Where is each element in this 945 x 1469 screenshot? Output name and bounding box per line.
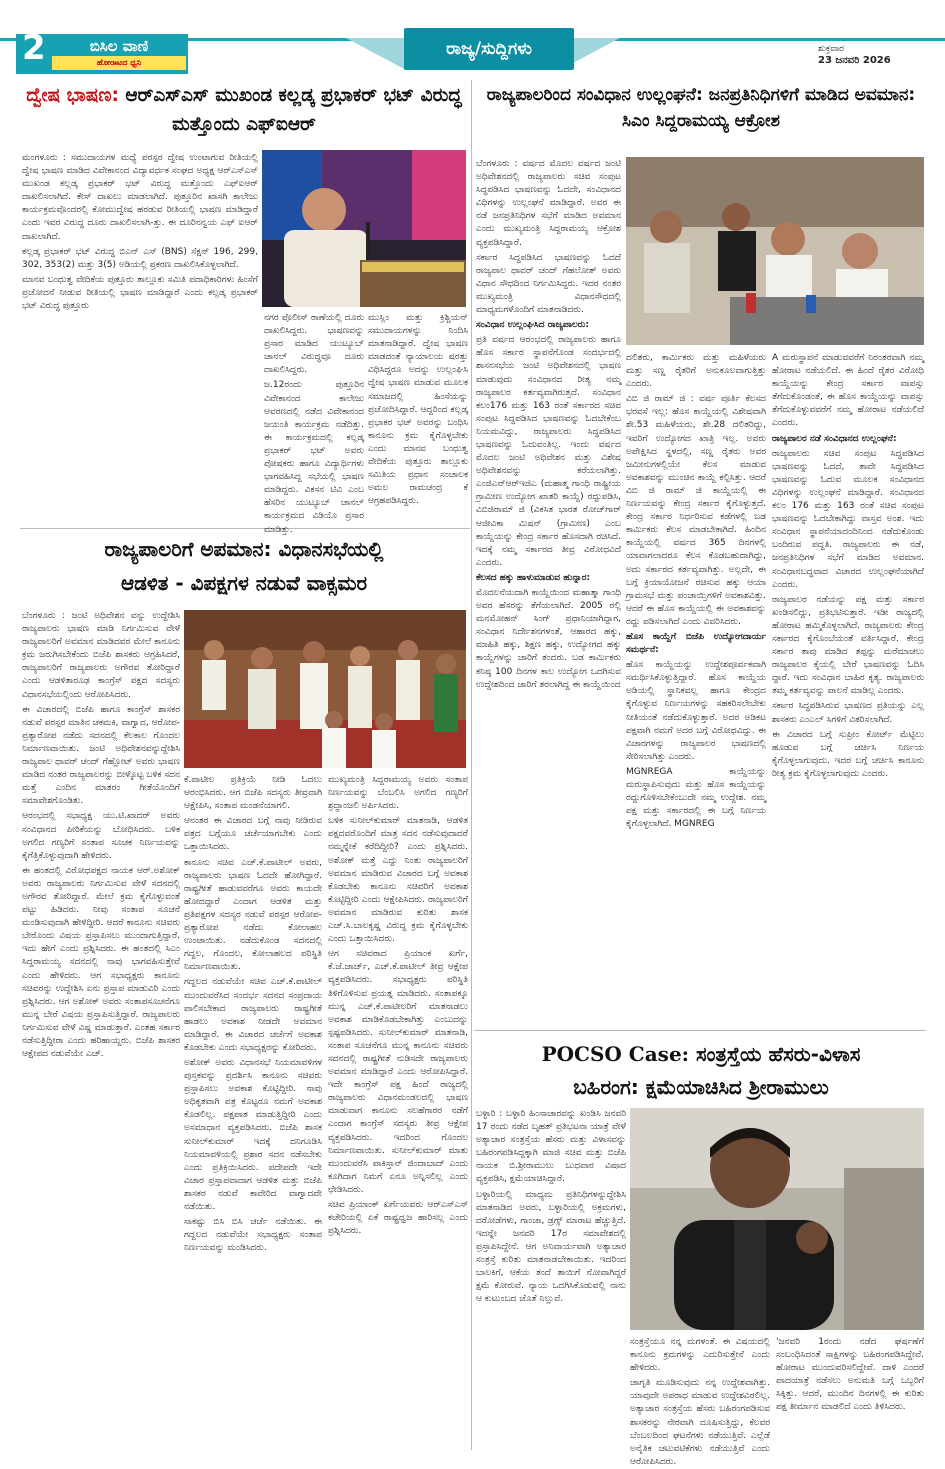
- headline-text: ಸಂತ್ರಸ್ತೆಯ ಹೆಸರು-ವಿಳಾಸ: [696, 1042, 861, 1066]
- paragraph: ಅಶೋಕ್ ಅವರು ವಿಧಾನಸಭೆ ನಿಯಮಾವಳಿಗಳ ಪುಸ್ತಕವನ್ನು ಪ್ರದರ್ಶಿಸಿ ಕಾನೂನು ಸಚಿವರು ಪ್ರಸ್ತಾಪಿಸಲು ಅವಕಾಶ ಕೊಟ್ಟಿದ್ದೀರಿ. ನಾವು ಅಧಿಕೃತವಾಗಿ ಪತ್ರ ಕೊಟ್ಟರೂ ನಮಗೆ ಅವಕಾಶ ಕೊಡಲಿಲ್ಲ. ಪಕ್ಷಪಾತ ಮಾಡುತ್ತಿದ್ದೀರಿ ಎಂದು ಅಸಮಾಧಾನ ವ್ಯಕ್ತಪಡಿಸಿದರು. ಬಿಜೆಪಿ ಶಾಸಕ ಸುನೀಲ್‌ಕುಮಾರ್ ಇದಕ್ಕೆ ದನಿಗೂಡಿಸಿ ನಿಯಮಾವಳಿಯಲ್ಲಿ ಪ್ರಶಾರ ಸದನ ನಡೆಸಬೇಕು ಎಂದು ಪ್ರತಿಕ್ರಿಯಿಸಿದರು. ಪದೇಪದೇ ಇದೇ ವಿಚಾರ ಪ್ರಸ್ತಾಪವಾದಾಗ ಆಡಳಿತ ಮತ್ತು ಬಿಜೆಪಿ ಶಾಸಕರ ನಡುವೆ ಕಾವೇರಿದ ವಾಗ್ವಾದವೇ ನಡೆಯಿತು.: [184, 1057, 322, 1212]
- paragraph: ಸರ್ಕಾರ ಸಿದ್ಧಪಡಿಸಿದ ಭಾಷಣವನ್ನು ಓದದೆ ರಾಜ್ಯಪಾಲ ಥಾವರ್ ಚಂದ್ ಗೆಹಲೋತ್ ಅವರು ವಿಧಾನ ಸೌಧದಿಂದ ನಿರ್ಗಮಿಸಿದ್ದರು. ಇದರ ನಂತರ ಮುಖ್ಯಮಂತ್ರಿ ವಿಧಾನಸೌಧದಲ್ಲಿ ಮಾಧ್ಯಮಗಳೊಂದಿಗೆ ಮಾತನಾಡಿದರು.: [476, 252, 621, 316]
- paragraph: ಈ ವಿಚಾರದಲ್ಲಿ ಬಿಜೆಪಿ ಹಾಗೂ ಕಾಂಗ್ರೆಸ್ ಶಾಸಕರ ನಡುವೆ ಪರಸ್ಪರ ಮಾತಿನ ಚಕಮಕಿ, ವಾಗ್ವಾದ, ಆರೋಪ-ಪ್ರತ್ಯಾರೋಪ ನಡೆದು ಸದನದಲ್ಲಿ ಕೆಲಕಾಲ ಗೊಂದಲ ನಿರ್ಮಾಣವಾಯಿತು. ಜಂಟಿ ಅಧಿವೇಶನವನ್ನುದ್ದೇಶಿಸಿ ರಾಜ್ಯಪಾಲ ಥಾವರ್ ಚಂದ್ ಗೆಹ್ಲೋಟ್ ಅವರು ಭಾಷಣ ಮಾಡಿದ ನಂತರ ರಾಜ್ಯಪಾಲರನ್ನು ಬೀಳ್ಕೊಟ್ಟ ಬಳಿಕ ಸದನ ಮತ್ತೆ ಎಂದಿನ ಮಾತರಂ ಗೀತೆಯೊಂದಿಗೆ ಸಮಾವೇಶಗೊಂಡಿತು.: [22, 704, 180, 807]
- article-body-column: [22, 610, 180, 1450]
- paragraph: ಹೊಸ ಕಾಯ್ದೆಯನ್ನು ಉದ್ದೇಶಪೂರ್ವಕವಾಗಿ ಸಮರ್ಥಿಸಿಕೊಳ್ಳುತ್ತಿದ್ದಾರೆ. ಹೊಸ ಕಾಯ್ದೆಯ ಅಡಿಯಲ್ಲಿ ಸ್ಥಾನಿಕವಲ್ಲ ಹಾಗೂ ಕೇಂದ್ರದ ಕೈಗೊಳ್ಳುವ ನಿರ್ಣಯಗಳನ್ನು ಸಹಕರಿಸಲೇಬೇಕು ನೀತಿಯಂತೆ ನಡೆದುಕೊಳ್ಳುತ್ತಾರೆ. ಅದರ ಅಡಿಕಟ ಪಕ್ಷವಾಗಿ ನಮಗೆ ಅದರ ಬಗ್ಗೆ ವಿರೋಧವಿದ್ದು. ಈ ವಿಚಾರಗಳನ್ನು ರಾಜ್ಯಪಾಲರ ಭಾಷಣದಲ್ಲಿ ಸೇರಿಸಲಾಗಿತ್ತು ಎಂದರು.: [626, 660, 766, 762]
- headline-text: ಆರ್‌ಎಸ್‌ಎಸ್ ಮುಖಂಡ ಕಲ್ಲಡ್ಕ ಪ್ರಭಾಕರ್ ಭಟ್ ವಿರುದ್ಧ ಮತ್ತೊಂದು ಎಫ್‌ಐಆರ್: [125, 85, 462, 135]
- paragraph: ದಲಿತರು, ಕಾರ್ಮಿಕರು ಮತ್ತು ಮಹಿಳೆಯರು ಮತ್ತು ಸಣ್ಣ ರೈತರಿಗೆ ಅನುಕೂಲವಾಗುತ್ತಿತ್ತು ಎಂದರು.: [626, 353, 766, 390]
- paragraph: ಆರಂಭದಲ್ಲಿ ಸಭಾಧ್ಯಕ್ಷ ಯು.ಟಿ.ಖಾದರ್ ಅವರು ಸಂವಿಧಾನದ ಪೀಠಿಕೆಯನ್ನು ಬೋಧಿಸಿದರು. ಬಳಿಕ ಅಗಲಿದ ಗಣ್ಯರಿಗೆ ಸಂತಾಪ ಸೂಚಕ ನಿರ್ಣಯವನ್ನು ಕೈಗೆತ್ತಿಕೊಳ್ಳುವುದಾಗಿ ಹೇಳಿದರು.: [22, 811, 180, 861]
- article-body-column: [476, 158, 621, 1024]
- paragraph: 'ಜನವರಿ 1ರಂದು ನಡೆದ ಘರ್ಷಣೆಗೆ ಸಂಬಂಧಿಸಿದಂತೆ ಸಾಕ್ಷಿಗಳನ್ನು ಬಹಿರಂಗಪಡಿಸಿದ್ದೇವೆ. ಹೋರಾಟ ಮುಂದುವರಿಸಲಿದ್ದೇವೆ. ದಾಳಿ ಎಂದರೆ ಪಾದಯಾತ್ರೆ ನಡೆಸಲು ಅನುಮತಿ ಬಗ್ಗೆ ಒಬ್ಬರಿಗೆ ಸಿಕ್ಕಿತ್ತು. ಆದರೆ, ಮುಂದಿನ ದಿನಗಳಲ್ಲಿ ಈ ಕುರಿತು ಪಕ್ಷ ತೀರ್ಮಾನ ಮಾಡಲಿದೆ ಎಂದು ತಿಳಿಸಿದರು.: [776, 1337, 924, 1413]
- article-photo: [626, 157, 924, 345]
- paragraph: ರಾಜ್ಯಪಾಲರು ಸಚಿವ ಸಂಪುಟ ಸಿದ್ಧಪಡಿಸಿದ ಭಾಷಣವನ್ನು ಓದದೆ, ತಾವೇ ಸಿದ್ಧಪಡಿಸಿದ ಭಾಷಣವನ್ನು ಓದುವ ಮೂಲಕ ಸಂವಿಧಾನದ ವಿಧಿಗಳನ್ನು ಉಲ್ಲಂಘನೆ ಮಾಡಿದ್ದಾರೆ. ಸಂವಿಧಾನದ ಕಲಂ 176 ಮತ್ತು 163 ರಂತೆ ಸಚಿವ ಸಂಪುಟ ಭಾಷಣವನ್ನು ಓದಬೇಕಾಗಿದ್ದು ವಾಸ್ತವ ಅಂಶ. ಇದು ಸಂವಿಧಾನ ಸ್ಥಾಪನೆಯಾದಂದಿನಿಂದ ನಡೆದುಕೊಂಡು ಬಂದಿರುವ ಪದ್ಧತಿ. ರಾಜ್ಯಪಾಲರು ಈ ನಡೆ, ಜನಪ್ರತಿನಿಧಿಗಳ ಸಭೆಗೆ ಮಾಡಿದ ಅವಮಾನ. ಸಂವಿಧಾನಬದ್ಧವಾದ ವಿಚಾರದ ಉಲ್ಲಂಘನೆಯಾಗಿದೆ ಎಂದರು.: [772, 448, 924, 590]
- paragraph: ಪ್ರತಿ ವರ್ಷದ ಆರಂಭದಲ್ಲಿ ರಾಜ್ಯಪಾಲರು ಹಾಗೂ ಹೊಸ ಸರ್ಕಾರ ಸ್ಥಾಪನೆಗೊಂಡ ಸಂದರ್ಭದಲ್ಲಿ ಶಾಸನಸಭೆಯ ಜಂಟಿ ಅಧಿವೇಶನದಲ್ಲಿ ಭಾಷಣ ಮಾಡುವುದು ಸಂವಿಧಾನದ ರೀತ್ಯ ನಮ್ಮ ರಾಜ್ಯಪಾಲರ ಕರ್ತವ್ಯವಾಗಿರುತ್ತದೆ. ಸಂವಿಧಾನ ಕಲಂ176 ಮತ್ತು 163 ರಂತೆ ಸರ್ಕಾರದ ಸಚಿವ ಸಂಪುಟ ಸಿದ್ಧಪಡಿಸಿದ ಭಾಷಣವನ್ನು ಓದಬೇಕೆಂಬ ನಿಯಮವಿದ್ದು, ರಾಜ್ಯಪಾಲರು ಸಿದ್ಧಪಡಿಸಿದ ಭಾಷಣವನ್ನು ಓದುವಂತಿಲ್ಲ. ಇಂದು ವರ್ಷದ ಮೊದಲ ಜಂಟಿ ಅಧಿವೇಶನ ಮತ್ತು ವಿಶೇಷ ಅಧಿವೇಶನವನ್ನು ಕರೆಯಲಾಗಿತ್ತು. ಎಂಜಿಎನ್ಆರ್‌ಇಜಿಎ (ಮಹಾತ್ಮ ಗಾಂಧಿ ರಾಷ್ಟ್ರೀಯ ಗ್ರಾಮೀಣ ಉದ್ಯೋಗ ಖಾತರಿ ಕಾಯ್ದೆ) ರದ್ದುಪಡಿಸಿ, ವಿಬಿಜಿರಾಮ್ ಜಿ (ವಿಕಸಿತ ಭಾರತ ರೋಜ್‌ಗಾರ್ ಆಜೀವಿಕಾ ಮಿಷನ್ (ಗ್ರಾಮೀಣ) ಎಂಬ ಕಾಯ್ದೆಯನ್ನು ಕೇಂದ್ರ ಸರ್ಕಾರ ಹೊಸದಾಗಿ ರಚಿಸಿದೆ. ಇದಕ್ಕೆ ನಮ್ಮ ಸರ್ಕಾರದ ತೀವ್ರ ವಿರೋಧವಿದೆ ಎಂದರು.: [476, 335, 621, 568]
- paragraph: ಮಾನವ ಬಂಧುತ್ವ ವೇದಿಕೆಯ ಪುತ್ತೂರು ತಾಲ್ಲೂಕು ಸಮಿತಿ ಪದಾಧಿಕಾರಿಗಳು ಹಿಂಸೆಗೆ ಪ್ರಚೋದನೆ ನೀಡುವ ರೀತಿಯಲ್ಲಿ ಭಾಷಣ ಮಾಡಿದ್ದಾರೆ ಎಂದು ಕಲ್ಲಡ್ಕ ಪ್ರಭಾಕರ್ ಭಟ್ ವಿರುದ್ಧ ಪುತ್ತೂರು: [22, 274, 258, 312]
- column-divider: [471, 80, 472, 1450]
- subheading: ರಾಜ್ಯಪಾಲರ ನಡೆ ಸಂವಿಧಾನದ ಉಲ್ಲಂಘನೆ:: [772, 433, 897, 444]
- paragraph: A ಮರುಸ್ಥಾಪನೆ ಮಾಡುವವರೆಗೆ ನಿರಂತರವಾಗಿ ನಮ್ಮ ಹೋರಾಟ ನಡೆಯಲಿದೆ. ಈ ಹಿಂದೆ ರೈತರ ವಿರೋಧಿ ಕಾಯ್ದೆಯನ್ನು ಕೇಂದ್ರ ಸರ್ಕಾರ ವಾಪಸ್ಸು ತೆಗೆದುಕೊಂಡಂತೆ, ಈ ಹೊಸ ಕಾಯ್ದೆಯನ್ನು ವಾಪಸ್ಸು ತೆಗೆದುಕೊಳ್ಳುವವರೆಗೆ ನಮ್ಮ ಹೋರಾಟ ನಡೆಯಲಿದೆ ಎಂದರು.: [772, 353, 924, 429]
- article-body-column: [22, 152, 258, 522]
- paragraph: ಮೊದಲನೆಯದಾಗಿ ಕಾಯ್ದೆಯಿಂದ ಮಹಾತ್ಮಾ ಗಾಂಧಿ ಅವರ ಹೆಸರನ್ನು ತೆಗೆಯಲಾಗಿದೆ. 2005 ರಲ್ಲಿ ಮನಮೋಹನ್ ಸಿಂಗ್ ಪ್ರಧಾನಿಯಾಗಿದ್ದಾಗ, ಸಂವಿಧಾನ ನಿರ್ದೇಶನಗಳಂತೆ, ಆಹಾರದ ಹಕ್ಕು, ಮಾಹಿತಿ ಹಕ್ಕು, ಶಿಕ್ಷಣ ಹಕ್ಕು, ಉದ್ಯೋಗದ ಹಕ್ಕು ಕಾಯ್ದೆಗಳನ್ನು ಜಾರಿಗೆ ತಂದರು. ಬಡ ಕಾರ್ಮಿಕರು ಕನಿಷ್ಠ 100 ದಿನಗಳ ಕಾಲ ಉದ್ಯೋಗ ಒದಗಿಸುವ ಉದ್ದೇಶದಿಂದ ಜಾರಿಗೆ ತರಲಾಗಿದ್ದ ಈ ಕಾಯ್ದೆಯಿಂದ: [476, 588, 621, 690]
- article-body-column: [264, 312, 364, 535]
- headline-highlight: ದ್ವೇಷ ಭಾಷಣ:: [26, 85, 119, 106]
- press-meet-photo-illustration: [626, 157, 924, 345]
- section-tab-left-wing: [346, 38, 406, 70]
- masthead-tagline: ಹೋರಾಟದ ಧ್ವನಿ: [52, 56, 186, 70]
- paragraph: ಆಗ ಸಚಿವರಾದ ಪ್ರಿಯಾಂಕ ಖರ್ಗೆ, ಕೆ.ಜೆ.ಜಾರ್ಜ್, ಎಚ್.ಕೆ.ಪಾಟೀಲ್ ತೀವ್ರ ಆಕ್ಷೇಪ ವ್ಯಕ್ತಪಡಿಸಿದರು. ಸಭಾಧ್ಯಕ್ಷರು ಪರಿಸ್ಥಿತಿ ತಿಳಿಗೊಳಿಸುವ ಪ್ರಯತ್ನ ಮಾಡಿದರು. ಸಂತಾಪಕ್ಕೂ ಮುನ್ನ ಎಚ್.ಕೆ.ಪಾಟೀಲರಿಗೆ ಮಾತನಾಡಲು ಅವಕಾಶ ಮಾಡಿಕೊಡಬೇಕಾಗಿತ್ತು ಎಂಬುದನ್ನು ಸ್ಪಷ್ಟಪಡಿಸಿದರು. ಸುನೀಲ್‌ಕುಮಾರ್ ಮಾತನಾಡಿ, ಸಂತಾಪ ಸೂಚನೆಗೂ ಮುನ್ನ ಕಾನೂನು ಸಚಿವರು ಸದನದಲ್ಲಿ ರಾಷ್ಟ್ರಗೀತೆ ನುಡಿಸದೇ ರಾಜ್ಯಪಾಲರು ಅವಮಾನ ಮಾಡಿದ್ದಾರೆ ಎಂದು ಆರೋಪಿಸಿದ್ದಾರೆ. ಇದೇ ಕಾಂಗ್ರೆಸ್ ಪಕ್ಷ ಹಿಂದೆ ರಾಜ್ಯದಲ್ಲಿ ರಾಜ್ಯಪಾಲರು ವಿಧಾನಮಂಡಲದಲ್ಲಿ ಭಾಷಣ ಮಾಡುವಾಗ ಕಾನೂನು ಸಲಹೆಗಾರರ ನಡೆಗೆ ಎಂದಾಗ ಕಾಂಗ್ರೆಸ್ ಸದಸ್ಯರು ತೀವ್ರ ಆಕ್ಷೇಪ ವ್ಯಕ್ತಪಡಿಸಿದರು. ಇದರಿಂದ ಗೊಂದಲ ನಿರ್ಮಾಣವಾಯಿತು. ಸುನೀಲ್‌ಕುಮಾರ್ ಮಾತು ಮುಂದುವರೆಸಿ ಪಾಕಿಸ್ತಾನ್ ಜಿಂದಾಬಾದ್ ಎಂದು ಕೂಗಿದಾಗ ನಿಮಗೆ ಏನೂ ಅನ್ನಿಸಲಿಲ್ಲ ಎಂದು ಛೇಡಿಸಿದರು.: [328, 949, 468, 1195]
- paragraph: ಬೆಂಗಳೂರು : ಜಂಟಿ ಅಧಿವೇಶನ ವನ್ನು ಉದ್ದೇಶಿಸಿ ರಾಜ್ಯಪಾಲರು ಭಾಷಣ ಮಾಡಿ ನಿರ್ಗಮಿಸುವ ವೇಳೆ ರಾಜ್ಯಪಾಲರಿಗೆ ಅವಮಾನ ಮಾಡಿದವರ ಮೇಲೆ ಕಾನೂನು ಕ್ರಮ ಜರುಗಿಸಬೇಕೆಂದು ಬಿಜೆಪಿ ಶಾಸಕರು ಆಗ್ರಹಿಸಿದರೆ, ರಾಜ್ಯಪಾಲರಿಗೆ ರಾಜ್ಯಪಾಲರು ಅಗೌರವ ತೋರಿದ್ದಾರೆ ಎಂದು ಆಡಳಿತಾರೂಢ ಕಾಂಗ್ರೆಸ್ ಪಕ್ಷದ ಸದಸ್ಯರು ವಿಧಾನಸಭೆಯಲ್ಲಿಂದು ಆರೋಪಿಸಿದರು.: [22, 611, 180, 700]
- paragraph: ಸಂತ್ರಸ್ತೆಯೂ ನನ್ನ ಮಗಳಂತೆ. ಈ ವಿಷಯದಲ್ಲಿ ಕಾನೂನು ಕ್ರಮಗಳನ್ನು ಎದುರಿಸುತ್ತೇನೆ ಎಂದು ಹೇಳಿದರು.: [630, 1337, 770, 1374]
- paragraph: MGNREGA ಕಾಯ್ದೆಯನ್ನು ಮರುಸ್ಥಾಪಿಸುವುದು ಮತ್ತು ಹೊಸ ಕಾಯ್ದೆಯನ್ನು ರದ್ದುಗೊಳಿಸಬೇಕೆಂಬುದೇ ನಮ್ಮ ಉದ್ದೇಶ. ನಮ್ಮ ಪಕ್ಷ ಮತ್ತು ಸರ್ಕಾರದಲ್ಲಿ ಈ ಬಗ್ಗೆ ನಿರ್ಣಯ ಕೈಗೊಳ್ಳಲಾಗಿದೆ. MGNREG: [626, 766, 766, 830]
- article-headline: [20, 532, 468, 600]
- article-photo: [630, 1108, 924, 1330]
- masthead-title: ಬಿಸಿಲ ವಾಣಿ: [89, 37, 149, 55]
- article-photo: [262, 150, 466, 307]
- subheading: ಕೆಲಸದ ಹಕ್ಕು ಹಾಳುಮಾಡುವ ಹುನ್ನಾರ:: [476, 572, 591, 583]
- paragraph: ಈ ವಿಚಾರದ ಬಗ್ಗೆ ಸುಪ್ರೀಂ ಕೋರ್ಟ್ ಮೆಟ್ಟಿಲು ಹೂಡುವ ಬಗ್ಗೆ ಚರ್ಚಿಸಿ ನಿರ್ಣಯ ಕೈಗೊಳ್ಳಲಾಗುವುದು. ಇದರ ಬಗ್ಗೆ ಚರ್ಚಿಸಿ ಕಾನೂನು ರೀತ್ಯ ಕ್ರಮ ಕೈಗೊಳ್ಳಲಾಗುವುದು ಎಂದರು.: [772, 729, 924, 779]
- paragraph: ಕಲ್ಲಡ್ಕ ಪ್ರಭಾಕರ್ ಭಟ್ ವಿರುದ್ಧ ಬಿಎನ್ ಎಸ್ (BNS) ಸೆಕ್ಷನ್ 196, 299, 302, 353(2) ಮತ್ತು 3(5) ಅಡಿಯಲ್ಲಿ ಪ್ರಕರಣ ದಾಖಲಿಸಿಕೊಳ್ಳಲಾಗಿದೆ.: [22, 246, 258, 270]
- paragraph: ಸಚಿವ ಪ್ರಿಯಾಂಕ್ ಖರ್ಗೆಯವರು ಆರ್‌ಎಸ್‌ಎಸ್ ಕಚೇರಿಯಲ್ಲಿ ಏಕೆ ರಾಷ್ಟ್ರಧ್ವಜ ಹಾರಿಸಲ್ಲ ಎಂದು ಪ್ರಶ್ನಿಸಿದರು.: [328, 1200, 468, 1237]
- portrait-photo-illustration: [630, 1108, 924, 1330]
- paragraph: ಬಳಿಕ ಸುನೀಲ್‌ಕುಮಾರ್ ಮಾತನಾಡಿ, ಆಡಳಿತ ಪಕ್ಷದವರೊಂದಿಗೆ ಮಾತ್ರ ಸದನ ನಡೆಸುವುದಾದರೆ ನಮ್ಮನ್ನೇಕೆ ಕರೆದಿದ್ದೀರಿ? ಎಂದು ಪ್ರಶ್ನಿಸಿದರು. ಅಶೋಕ್ ಮತ್ತೆ ಎದ್ದು ನಿಂತು ರಾಜ್ಯಪಾಲರಿಗೆ ಅವಮಾನ ಮಾಡಿರುವ ವಿಚಾರದ ಬಗ್ಗೆ ಅವಕಾಶ ಕೊಡಬೇಕು ಕಾನೂನು ಸಚಿವರಿಗೆ ಅವಕಾಶ ಕೊಟ್ಟಿದ್ದೀರಿ ಎಂದು ಆಕ್ಷೇಪಿಸಿದರು. ರಾಜ್ಯಪಾಲರಿಗೆ ಅವಮಾನ ಮಾಡಿರುವ ಕುರಿತು ಶಾಸಕ ಎಚ್.ಸಿ.ಬಾಲಕೃಷ್ಣ ವಿರುದ್ಧ ಕ್ರಮ ಕೈಗೊಳ್ಳಬೇಕು ಎಂದು ಒತ್ತಾಯಿಸಿದರು.: [328, 816, 468, 945]
- paragraph: ಆನಂತರ ಈ ವಿಚಾರದ ಬಗ್ಗೆ ನಾವು ನೀಡಿರುವ ಪತ್ರದ ಬಗ್ಗೆಯೂ ಚರ್ಚೆಯಾಗಬೇಕು ಎಂದು ಒತ್ತಾಯಿಸಿದರು.: [184, 816, 322, 853]
- paragraph: ರಾಜ್ಯಪಾಲರ ನಡೆಯನ್ನು ಪಕ್ಷ ಮತ್ತು ಸರ್ಕಾರ ಖಂಡಿಸಲಿದ್ದು, ಪ್ರತಿಭಟಿಸುತ್ತಾರೆ. ಇಡೀ ರಾಜ್ಯದಲ್ಲಿ ಹೋರಾಟ ಹಮ್ಮಿಕೊಳ್ಳಲಾಗಿದೆ. ರಾಜ್ಯಪಾಲರು ಕೇಂದ್ರ ಸರ್ಕಾರದ ಕೈಗೊಂಬೆಯಂತೆ ವರ್ತಿಸಿದ್ದಾರೆ. ಕೇಂದ್ರ ಸರ್ಕಾರ ತಾವು ಮಾಡಿದ ತಪ್ಪನ್ನು ಮರೆಮಾಚಲು ರಾಜ್ಯಪಾಲರ ಕೈಯಲ್ಲಿ ಬೇರೆ ಭಾಷಣವನ್ನು ಓದಿಸಿ ದ್ದಾರೆ. ಇದು ಸಂವಿಧಾನ ಬಾಹಿರ ಕೃತ್ಯ. ರಾಜ್ಯಪಾಲರು ತಮ್ಮ ಕರ್ತವ್ಯವನ್ನು ಪಾಲನೆ ಮಾಡಿಲ್ಲ ಎಂದರು.: [772, 594, 924, 697]
- article-headline: ರಾಜ್ಯಪಾಲರಿಂದ ಸಂವಿಧಾನ ಉಲ್ಲಂಘನೆ: ಜನಪ್ರತಿನಿಧಿಗಳಿಗೆ ಮಾಡಿದ ಅವಮಾನ: ಸಿಎಂ ಸಿದ್ದರಾಮಯ್ಯ ಆಕ್ರೋಶ: [486, 85, 916, 132]
- paragraph: ಗದ್ದಲದ ನಡುವೆಯೇ ಸಚಿವ ಎಚ್.ಕೆ.ಪಾಟೀಲ್ ಮುಂದುವರೆಸಿದ ಸಂದರ್ಭ ಸದನದ ಸಂಪ್ರದಾಯ ಪಾಲಿಸಬೇಕಾದ ರಾಜ್ಯಪಾಲರು ರಾಷ್ಟ್ರಗೀತೆ ಹಾಡಲು ಅವಕಾಶ ನೀಡದೇ ಅವಮಾನ ಮಾಡಿದ್ದಾರೆ. ಈ ವಿಚಾರದ ಚರ್ಚೆಗೆ ಅವಕಾಶ ಕೊಡಬೇಕು ಎಂದು ಸಭಾಧ್ಯಕ್ಷರನ್ನು ಕೋರಿದರು.: [184, 977, 322, 1053]
- headline-prefix: POCSO Case:: [541, 1042, 690, 1066]
- article-headline: [20, 82, 468, 139]
- article-body-column: [626, 352, 766, 1024]
- section-title: ರಾಜ್ಯ/ಸುದ್ದಿಗಳು: [404, 28, 574, 70]
- paragraph: ಜ.12ರಂದು ಪುತ್ತೂರಿನ ವಿವೇಕಾನಂದ ಕಾಲೇಜು ಆವರಣದಲ್ಲಿ ನಡೆದ ವಿವೇಕಾನಂದ ಜಯಂತಿ ಕಾರ್ಯಕ್ರಮ ನಡೆದಿತ್ತು. ಈ ಕಾರ್ಯಕ್ರಮದಲ್ಲಿ ಕಲ್ಲಡ್ಕ ಪ್ರಭಾಕರ್ ಭಟ್ ಅವರು ಪೋಷಕರು ಹಾಗೂ ವಿದ್ಯಾರ್ಥಿಗಳು ಭಾಗವಹಿಸಿದ್ದ ಸಭೆಯಲ್ಲಿ ಭಾಷಣ ಮಾಡಿದ್ದರು. ವಿಕಸನ ಟಿವಿ ಎಂಬ ಹೆಸರಿನ ಯುಟ್ಯೂಬ್ ಚಾನಲ್ ಕಾರ್ಯಕ್ರಮದ ವಿಡಿಯೊ ಪ್ರಸಾರ ಮಾಡಿತ್ತು.: [264, 380, 364, 535]
- article-body-column: [328, 774, 468, 1450]
- page-number: 2: [22, 28, 46, 68]
- paragraph: ಮುಸ್ಲಿಂ ಮತ್ತು ಕ್ರಿಶ್ಚಿಯನ್ ಸಮುದಾಯಗಳನ್ನು ನಿಂದಿಸಿ ಮಾತನಾಡಿದ್ದಾರೆ. ದ್ವೇಷ ಭಾಷಣ ಮಾಡದಂತೆ ನ್ಯಾಯಾಲಯ ಷರತ್ತು ವಿಧಿಸಿದ್ದರೂ ಅದನ್ನು ಉಲ್ಲಂಘಿಸಿ ದ್ವೇಷ ಭಾಷಣ ಮಾಡುವ ಮೂಲಕ ಸಮಾಜದಲ್ಲಿ ಹಿಂಸೆಯನ್ನು ಪ್ರಚೋದಿಸಿದ್ದಾರೆ. ಆದ್ದರಿಂದ ಕಲ್ಲಡ್ಕ ಪ್ರಭಾಕರ ಭಟ್ ಅವರನ್ನು ಬಂಧಿಸಿ ಕಾನೂನು ಕ್ರಮ ಕೈಗೊಳ್ಳಬೇಕು ಎಂದು ಮಾನವ ಬಂಧುತ್ವ ವೇದಿಕೆಯ ಪುತ್ತೂರು ತಾಲ್ಲೂಕು ಸಮಿತಿಯ ಪ್ರಧಾನ ಸಂಚಾಲಕ ಅಮಲ ರಾಮಚಂದ್ರ ಕೆ ಆಗ್ರಹಪಡಿಸಿದ್ದರು.: [368, 313, 468, 507]
- paragraph: ಈ ಹಂತದಲ್ಲಿ ವಿರೋಧಪಕ್ಷದ ನಾಯಕ ಆರ್.ಅಶೋಕ್ ಅವರು ರಾಜ್ಯಪಾಲರು ನಿರ್ಗಮಿಸುವ ವೇಳೆ ಸದನದಲ್ಲಿ ಅಗೌರವ ತೋರಿದ್ದಾರೆ. ಮೇಲೆ ಕ್ರಮ ಕೈಗೊಳ್ಳುವಂತೆ ಪಟ್ಟು ಹಿಡಿದರು. ನೀವು ಸಂತಾಪ ಸೂಚನೆ ಮಂಡಿಸುವುದಾಗಿ ಹೇಳಿದ್ದೀರಿ. ಆದರೆ ಕಾನೂನು ಸಚಿವರು ಬೇರೊಂದು ವಿಷಯ ಪ್ರಸ್ತಾಪಿಸಲು ಮುಂದಾಗುತ್ತಿದ್ದಾರೆ. ಇದು ಹೇಗೆ ಎಂದು ಪ್ರಶ್ನಿಸಿದರು. ಈ ಹಂತದಲ್ಲಿ ಸಿಎಂ ಸಿದ್ದರಾಮಯ್ಯ ಸದನದಲ್ಲಿ ನಾವು ಭಾಗವಹಿಸುತ್ತೇವೆ ಎಂದು ಹೇಳಿದರು. ಆಗ ಸಭಾಧ್ಯಕ್ಷರು ಕಾನೂನು ಸಚಿವರನ್ನು ಉದ್ದೇಶಿಸಿ ಏನು ಪ್ರಸ್ತಾಪ ಮಾಡುವಿರಿ ಎಂದು ಪ್ರಶ್ನಿಸಿದರು. ಆಗ ಅಶೋಕ್ ಅವರು ಸಂತಾಪಸೂಚನೆಗೂ ಮುನ್ನ ಬೇರೆ ವಿಷಯ ಪ್ರಸ್ತಾಪಿಸುತ್ತಿದ್ದಾರೆ. ರಾಜ್ಯಪಾಲರು ನಿರ್ಗಮಿಸುವ ವೇಳೆ ವಿಷ್ಣ ಮಾಡುತ್ತಾರೆ. ಎಂತಹ ಸರ್ಕಾರ ನಡೆಸುತ್ತಿದ್ದೀರಾ ಎಂದು ಹರಿಹಾಯ್ದರು. ಬಿಜೆಪಿ ಶಾಸಕರ ಆಕ್ಷೇಪದ ನಡುವೆಯೇ ಎಚ್.: [22, 865, 180, 1060]
- issue-day: ಶುಕ್ರವಾರ: [818, 44, 844, 54]
- paragraph: ಸರ್ಕಾರ ಸಿದ್ಧಪಡಿಸಿರುವ ಭಾಷಣದ ಪ್ರತಿಯನ್ನು ಎಲ್ಲ ಶಾಸಕರು ಎಂಎಲ್ ಸಿಗಳಿಗೆ ವಿತರಿಸಲಾಗಿದೆ.: [772, 701, 924, 725]
- speaker-photo-illustration: [262, 150, 466, 307]
- subheading: ಹೊಸ ಕಾಯ್ದೆಗೆ ಬಿಜೆಪಿ ಉದ್ಯೋಗದಾರ್ಯ ಸಮರ್ಥನೆ:: [626, 631, 766, 656]
- article-body-column: [368, 312, 468, 524]
- paragraph: ಬಳ್ಳಾರಿಯಲ್ಲಿ ಮಾಧ್ಯಮ ಪ್ರತಿನಿಧಿಗಳನ್ನುದ್ದೇಶಿಸಿ ಮಾತನಾಡಿದ ಅವರು, ಬಳ್ಳಾರಿಯಲ್ಲಿ ಅಕ್ರಮಗಳು, ದರೋಡೆಗಳು, ಗಾಂಜಾ, ಡ್ರಗ್ಸ್ ಮಾರಾಟ ಹೆಚ್ಚುತ್ತಿದೆ. ಇದನ್ನೇ ಜನವರಿ 17ರ ಸಮಾವೇಶದಲ್ಲಿ ಪ್ರಸ್ತಾಪಿಸಿದ್ದೇನೆ. ಆಗ ಅನಿವಾರ್ಯವಾಗಿ ಅತ್ಯಾಚಾರ ಸಂತ್ರಸ್ತೆ ಕುರಿತು ಮಾತನಾಡಬೇಕಾಯಿತು. ಇದರಿಂದ ಬಾಲಕಿಗೆ, ಆಕೆಯ ತಂದೆ ತಾಯಿಗೆ ನೋವಾಗಿದ್ದರೆ ಕ್ಷಮೆ ಕೋರುವೆ. ನ್ಯಾಯ ಒದಗಿಸಿಕೊಡುವಲ್ಲಿ ನಾನು ಆ ಕುಟುಂಬದ ಜೊತೆ ನಿಲ್ಲುವೆ.: [476, 1189, 626, 1305]
- paragraph: ಬೆಂಗಳೂರು : ವರ್ಷದ ಮೊದಲ ವರ್ಷದ ಜಂಟಿ ಅಧಿವೇಶನದಲ್ಲಿ ರಾಜ್ಯಪಾಲರು ಸಚಿವ ಸಂಪುಟ ಸಿದ್ಧಪಡಿಸಿದ ಭಾಷಣವನ್ನು ಓದದೇ, ಸಂವಿಧಾನದ ವಿಧಿಗಳನ್ನು ಉಲ್ಲಂಘನೆ ಮಾಡಿದ್ದಾರೆ. ಅವರ ಈ ನಡೆ ಜನಪ್ರತಿನಿಧಿಗಳ ಸಭೆಗೆ ಮಾಡಿದ ಅವಮಾನ ಎಂದು ಮುಖ್ಯಮಂತ್ರಿ ಸಿದ್ದರಾಮಯ್ಯ ಆಕ್ರೋಶ ವ್ಯಕ್ತಪಡಿಸಿದ್ದಾರೆ.: [476, 159, 621, 248]
- headline-line: ಬಹಿರಂಗ: ಕ್ಷಮೆಯಾಚಿಸಿದ ಶ್ರೀರಾಮುಲು: [573, 1075, 829, 1099]
- paragraph: ಸಾಕಷ್ಟು ಬಿಸಿ ಬಿಸಿ ಚರ್ಚೆ ನಡೆಯಿತು. ಈ ಗದ್ದಲದ ನಡುವೆಯೇ ಸಭಾಧ್ಯಕ್ಷರು ಸಂತಾಪ ನಿರ್ಣಯವನ್ನು ಮಂಡಿಸಿದರು.: [184, 1217, 322, 1254]
- paragraph: ವಿಬಿ ಜಿ ರಾಮ್ ಜಿ : ವರ್ಷ ಪೂರ್ತಿ ಕೆಲಸದ ಭರವಸೆ ಇಲ್ಲ: ಹೊಸ ಕಾಯ್ದೆಯಲ್ಲಿ ವಿಶೇಷವಾಗಿ ಶೇ.53 ಮಹಿಳೆಯರು, ಶೇ.28 ದಲಿತರಿದ್ದು, ಇವರಿಗೆ ಉದ್ಯೋಗದ ಖಾತ್ರಿ ಇಲ್ಲ. ಅವರು ಅಪೇಕ್ಷಿಸಿದ ಸ್ಥಳದಲ್ಲಿ, ಸಣ್ಣ ರೈತರು ಅವರ ಜಮೀನುಗಳಲ್ಲಿಯೇ ಕೆಲಸ ಮಾಡುವ ಅವಕಾಶವನ್ನು ಮುಂಚಿನ ಕಾಯ್ದೆ ಕಲ್ಪಿಸಿತ್ತು. ಆದರೆ ವಿಬಿ ಜಿ ರಾಮ್ ಜಿ ಕಾಯ್ದೆಯಲ್ಲಿ ಈ ನಿರ್ಣಯವನ್ನು ಕೇಂದ್ರ ಸರ್ಕಾರ ಕೈಗೊಳ್ಳುತ್ತದೆ. ಕೇಂದ್ರ ಸರ್ಕಾರ ನಿರ್ಧರಿಸುವ ಕಡೆಗಳಲ್ಲಿ ಬಡ ಕಾರ್ಮಿಕರು ಕೆಲಸ ಮಾಡಬೇಕಾಗಿದೆ. ಹಿಂದಿನ ಕಾಯ್ದೆಯಲ್ಲಿ ವರ್ಷದ 365 ದಿನಗಳಲ್ಲಿ ಯಾವಾಗಲಾದರೂ ಕೆಲಸ ಕೊಡಬಹುದಾಗಿದ್ದು, ಅದು ಸರ್ಕಾರದ ಕರ್ತವ್ಯವಾಗಿತ್ತು. ಅಲ್ಲದೇ, ಈ ಬಗ್ಗೆ ಕ್ರಿಯಾಯೋಜನೆ ರಚಿಸುವ ಹಕ್ಕು ಆಯಾ ಗ್ರಾಮಸಭೆ ಮತ್ತು ಪಂಚಾಯ್ತಿಗಳಿಗೆ ಅವಕಾಶವಿತ್ತು. ಆದರೆ ಈ ಹೊಸ ಕಾಯ್ದೆಯಲ್ಲಿ ಈ ಅವಕಾಶವನ್ನು ರದ್ದು ಪಡಿಸಲಾಗಿದೆ ಎಂದು ವಿವರಿಸಿದರು.: [626, 394, 766, 627]
- page-header: [0, 0, 945, 70]
- headline-line: ರಾಜ್ಯಪಾಲರಿಗೆ ಅಪಮಾನ: ವಿಧಾನಸಭೆಯಲ್ಲಿ: [104, 537, 384, 561]
- article-body-column: [184, 774, 322, 1450]
- paragraph: ಜಾಗೃತಿ ಮೂಡಿಸುವುದು ನನ್ನ ಉದ್ದೇಶವಾಗಿತ್ತು. ಯಾವುದೇ ಅಪರಾಧ ಮಾಡುವ ಉದ್ದೇಶವಿರಲಿಲ್ಲ. ಅತ್ಯಾಚಾರ ಸಂತ್ರಸ್ತೆಯ ಹೆಸರು ಬಹಿರಂಗಪಡಿಸುವ ಶಾಸಕರನ್ನು ನೇರವಾಗಿ ದೂಷಿಸುತ್ತಿದ್ದು, ಕೆಲವರ ಬೆಂಬಲದಿಂದ ಘಟನೆಗಳು ನಡೆಯುತ್ತಿವೆ. ಎಲ್ಲೆಡೆ ಅನೈತಿಕ ಚಟುವಟಿಕೆಗಳು ನಡೆಯುತ್ತಿವೆ ಎಂದು ಆರೋಪಿಸಿದರು.: [630, 1378, 770, 1467]
- paragraph: ನಗರ ಪೊಲೀಸ್ ಠಾಣೆಯಲ್ಲಿ ದೂರು ದಾಖಲಿಸಿದ್ದರು. ಭಾಷಣವನ್ನು ಪ್ರಸಾರ ಮಾಡಿದ ಯುಟ್ಯೂಬ್ ಚಾನಲ್ ವಿರುದ್ಧವೂ ದೂರು ದಾಖಲಿಸಿದ್ದರು.: [264, 313, 364, 376]
- subheading: ಸಂವಿಧಾನ ಉಲ್ಲಂಘಿಸಿದ ರಾಜ್ಯಪಾಲರು:: [476, 320, 589, 331]
- article-body-column: [476, 1108, 626, 1450]
- article-body-column: [772, 352, 924, 1024]
- headline-line: ಆಡಳಿತ - ವಿಪಕ್ಷಗಳ ನಡುವೆ ವಾಕ್ಸಮರ: [120, 571, 368, 595]
- assembly-photo-illustration: [184, 610, 466, 768]
- headline-line: [476, 1038, 926, 1071]
- article-divider: [20, 528, 470, 529]
- article-divider: [474, 1030, 926, 1031]
- article-body-column: [776, 1336, 924, 1450]
- paragraph: ಕಾನೂನು ಸಚಿವ ಎಚ್.ಕೆ.ಪಾಟೀಲ್ ಅವರು, ರಾಜ್ಯಪಾಲರು ಭಾಷಣ ಓದದೇ ಹೋಗಿದ್ದಾರೆ. ರಾಷ್ಟ್ರಗೀತೆ ಹಾಡುವವರೆಗೂ ಅವರು ಕಾಯದೇ ಹೋದದ್ದಾರೆ ಎಂದಾಗ ಆಡಳಿತ ಮತ್ತು ಪ್ರತಿಪಕ್ಷಗಳ ಸದಸ್ಯರ ನಡುವೆ ಪರಸ್ಪರ ಆರೋಪ-ಪ್ರತ್ಯಾರೋಪ ನಡೆದು ಕೋಲಾಹಲ ಉಂಟಾಯಿತು. ನಡೆದುಕೊಂಡ ಸದನದಲ್ಲಿ ಗದ್ದಲ, ಗೊಂದಲ, ಕೋಲಾಹಲದ ಪರಿಸ್ಥಿತಿ ನಿರ್ಮಾಣವಾಯಿತು.: [184, 857, 322, 973]
- article-photo: [184, 610, 466, 768]
- paragraph: ಮಂಗಳೂರು : ಸಮುದಾಯಗಳ ಮಧ್ಯೆ ಪರಸ್ಪರ ದ್ವೇಷ ಉಂಟಾಗುವ ರೀತಿಯಲ್ಲಿ ದ್ವೇಷ ಭಾಷಣ ಮಾಡಿದ ವಿವೇಕಾನಂದ ವಿದ್ಯಾವರ್ಧಕ ಸಂಘದ ಅಧ್ಯಕ್ಷ ಆರ್‌ಎಸ್‌ಎಸ್ ಮುಖಂಡ ಕಲ್ಲಡ್ಕ ಪ್ರಭಾಕರ್ ಭಟ್ ವಿರುದ್ಧ ಮತ್ತೊಂದು ಎಫ್‌ಐಆರ್ ದಾಖಲಿಸಲಾಗಿದೆ. ಕೇಸ್ ದಾಖಲು ಮಾಡಲಾಗಿದೆ. ಪುತ್ತೂರಿನ ಖಾಸಗಿ ಕಾಲೇಜು ಕಾರ್ಯಕ್ರಮವೊಂದರಲ್ಲಿ ಕೋಮುದ್ವೇಷ ಹರಡುವ ರೀತಿಯಲ್ಲಿ ಭಾಷಣ ಮಾಡಿದ್ದಾರೆ ಎಂದು ಇವರ ವಿರುದ್ಧ ದೂರು ದಾಖಲಿಸಲಾಗಿ-ತ್ತು. ಈ ದೂರಿನನ್ವಯ ಎಫ್ ಐಆರ್ ದಾಖಲಾಗಿದೆ.: [22, 153, 258, 242]
- article-body-column: [630, 1336, 770, 1467]
- paragraph: ಮುಖ್ಯಮಂತ್ರಿ ಸಿದ್ದರಾಮಯ್ಯ ಅವರು ಸಂತಾಪ ನಿರ್ಣಯವನ್ನು ಬೆಂಬಲಿಸಿ ಅಗಲಿದ ಗಣ್ಯರಿಗೆ ಶ್ರದ್ಧಾಂಜಲಿ ಅರ್ಪಿಸಿದರು.: [328, 775, 468, 812]
- paragraph: ಬಳ್ಳಾರಿ : ಬಳ್ಳಾರಿ ಹಿಂಸಾಚಾರವನ್ನು ಖಂಡಿಸಿ ಜನವರಿ 17 ರಂದು ನಡೆದ ಬೃಹತ್ ಪ್ರತಿಭಟನಾ ಯಾತ್ರೆ ವೇಳೆ ಅತ್ಯಾಚಾರ ಸಂತ್ರಸ್ತೆಯ ಹೆಸರು ಮತ್ತು ವಿಳಾಸವನ್ನು ಬಹಿರಂಗಪಡಿಸಿದ್ದಕ್ಕಾಗಿ ಮಾಜಿ ಸಚಿವ ಮತ್ತು ಬಿಜೆಪಿ ನಾಯಕ ಬಿ.ಶ್ರೀರಾಮುಲು ಬುಧವಾರ ವಿಷಾದ ವ್ಯಕ್ತಪಡಿಸಿ, ಕ್ಷಮೆಯಾಚಿಸಿದ್ದಾರೆ.: [476, 1109, 626, 1185]
- issue-date: 23 ಜನವರಿ 2026: [818, 55, 891, 66]
- article-headline: [476, 1038, 926, 1104]
- paragraph: ಕೆ.ಪಾಟೀಲ ಪ್ರತಿಕ್ರಿಯೆ ನೀಡಿ ಓದಲು ಆರಂಭಿಸಿದರು. ಆಗ ಬಿಜೆಪಿ ಸದಸ್ಯರು ತೀವ್ರವಾಗಿ ಆಕ್ಷೇಪಿಸಿ, ಸಂತಾಪ ಮಂಡನೆಯಾಗಲಿ.: [184, 775, 322, 812]
